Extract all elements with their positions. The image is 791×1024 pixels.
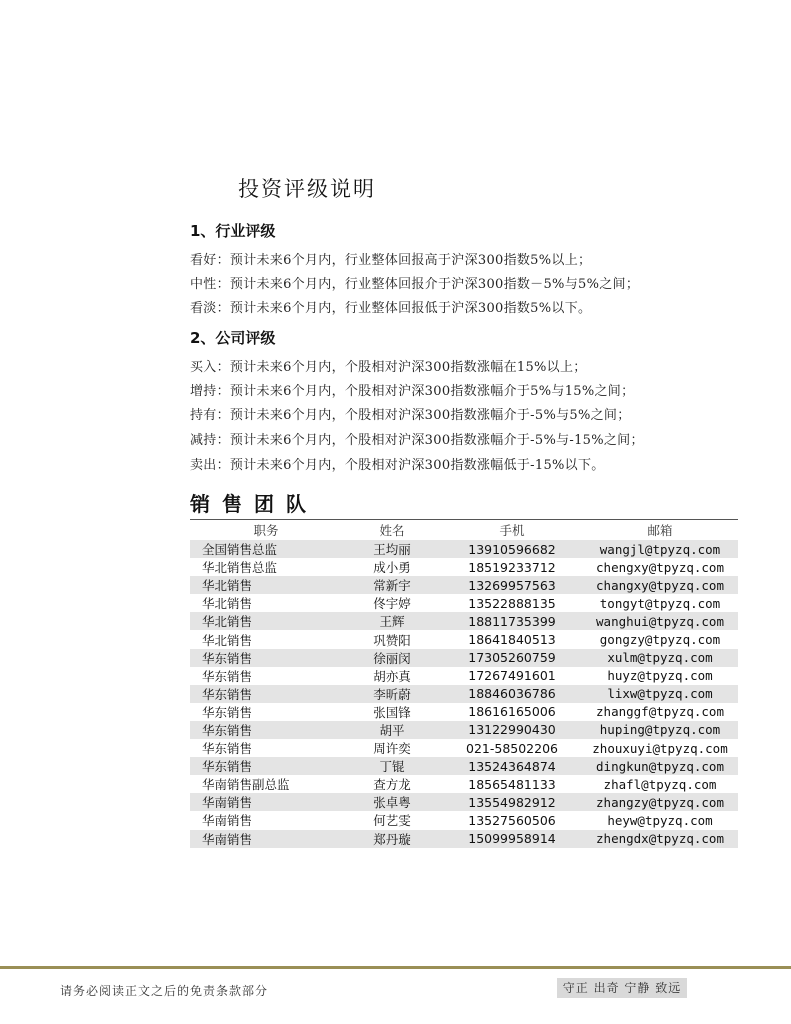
header-phone: 手机: [499, 523, 525, 538]
cell-role: 华北销售: [202, 632, 253, 648]
company-rating-line: 持有：预计未来6个月内，个股相对沪深300指数涨幅介于-5%与5%之间；: [190, 408, 631, 423]
cell-email: tongyt@tpyzq.com: [599, 595, 721, 611]
cell-email: zhouxuyi@tpyzq.com: [592, 740, 728, 756]
cell-role: 华东销售: [190, 685, 342, 703]
cell-email: huyz@tpyzq.com: [607, 668, 713, 684]
cell-name: 巩赞阳: [373, 632, 411, 648]
cell-role: 华东销售: [190, 721, 342, 739]
cell-email: zhanggf@tpyzq.com: [596, 704, 724, 720]
cell-role: 华东销售: [190, 757, 342, 775]
industry-rating-heading: 1、行业评级: [190, 222, 276, 240]
cell-name: 丁锟: [342, 757, 442, 775]
cell-email: xulm@tpyzq.com: [582, 649, 738, 667]
cell-email: wangjl@tpyzq.com: [582, 540, 738, 558]
cell-name: 佟宇婷: [373, 596, 411, 612]
cell-email: chengxy@tpyzq.com: [596, 559, 724, 575]
cell-role: 华南销售副总监: [202, 777, 290, 793]
cell-role: 华北销售: [190, 576, 342, 594]
cell-name: 何艺雯: [373, 813, 411, 829]
cell-email: wanghui@tpyzq.com: [582, 612, 738, 630]
cell-email: changxy@tpyzq.com: [582, 576, 738, 594]
table-row: [190, 775, 738, 793]
cell-role: 华南销售: [190, 830, 342, 848]
cell-phone: 18519233712: [468, 559, 556, 575]
cell-email: zhangzy@tpyzq.com: [582, 793, 738, 811]
cell-phone: 13554982912: [442, 793, 582, 811]
cell-email: huping@tpyzq.com: [582, 721, 738, 739]
table-row: [190, 649, 738, 667]
table-row: [190, 558, 738, 576]
footer-disclaimer: 请务必阅读正文之后的免责条款部分: [60, 984, 269, 998]
table-row: [190, 739, 738, 757]
cell-phone: 17305260759: [442, 649, 582, 667]
table-row: [190, 685, 738, 703]
table-row: [190, 757, 738, 775]
cell-email: gongzy@tpyzq.com: [599, 632, 721, 648]
header-name: 姓名: [379, 523, 405, 538]
table-row: [190, 667, 738, 685]
company-rating-heading: 2、公司评级: [190, 329, 276, 347]
company-rating-line: 卖出：预计未来6个月内，个股相对沪深300指数涨幅低于-15%以下。: [190, 458, 605, 473]
cell-phone: 13527560506: [468, 812, 556, 828]
cell-name: 查方龙: [373, 777, 411, 793]
cell-email: lixw@tpyzq.com: [582, 685, 738, 703]
cell-phone: 18846036786: [442, 685, 582, 703]
header-role: 职务: [253, 523, 279, 538]
cell-name: 常新宇: [342, 576, 442, 594]
cell-email: heyw@tpyzq.com: [607, 812, 713, 828]
cell-name: 郑丹璇: [342, 830, 442, 848]
cell-role: 全国销售总监: [190, 540, 342, 558]
cell-name: 成小勇: [373, 560, 411, 576]
cell-phone: 13524364874: [442, 757, 582, 775]
page-title: 投资评级说明: [238, 177, 376, 201]
company-rating-line: 减持：预计未来6个月内，个股相对沪深300指数涨幅介于-5%与-15%之间；: [190, 433, 644, 448]
table-row: [190, 721, 738, 739]
industry-rating-line: 看淡：预计未来6个月内，行业整体回报低于沪深300指数5%以下。: [190, 301, 592, 316]
cell-phone: 18616165006: [468, 704, 556, 720]
cell-name: 胡平: [342, 721, 442, 739]
cell-role: 华东销售: [202, 704, 253, 720]
footer-slogan: 守正 出奇 宁静 致远: [557, 978, 687, 998]
cell-phone: 021-58502206: [466, 740, 558, 756]
table-row: [190, 630, 738, 648]
cell-role: 华东销售: [190, 649, 342, 667]
table-row: [190, 594, 738, 612]
cell-phone: 18641840513: [468, 632, 556, 648]
table-row: [190, 703, 738, 721]
company-rating-line: 增持：预计未来6个月内，个股相对沪深300指数涨幅介于5%与15%之间；: [190, 384, 635, 399]
cell-phone: 13910596682: [442, 540, 582, 558]
cell-role: 华北销售: [202, 596, 253, 612]
cell-role: 华南销售: [190, 793, 342, 811]
company-rating-line: 买入：预计未来6个月内，个股相对沪深300指数涨幅在15%以上；: [190, 360, 587, 375]
sales-team-title: 销售团队: [190, 492, 318, 516]
cell-role: 华东销售: [202, 668, 253, 684]
table-row: [190, 793, 738, 811]
table-row: [190, 612, 738, 630]
industry-rating-line: 看好：预计未来6个月内，行业整体回报高于沪深300指数5%以上；: [190, 253, 592, 268]
cell-role: 华南销售: [202, 813, 253, 829]
cell-role: 华东销售: [202, 741, 253, 757]
industry-rating-line: 中性：预计未来6个月内，行业整体回报介于沪深300指数－5%与5%之间；: [190, 277, 640, 292]
cell-phone: 13269957563: [442, 576, 582, 594]
cell-phone: 13122990430: [442, 721, 582, 739]
cell-name: 周许奕: [373, 741, 411, 757]
header-email: 邮箱: [647, 523, 673, 538]
cell-name: 李昕蔚: [342, 685, 442, 703]
table-row: [190, 540, 738, 558]
cell-name: 张卓粤: [342, 793, 442, 811]
cell-name: 张国锋: [373, 704, 411, 720]
cell-role: 华北销售: [190, 612, 342, 630]
sales-team-table: [190, 519, 738, 848]
footer-rule: [0, 966, 791, 969]
cell-phone: 17267491601: [468, 668, 556, 684]
cell-email: dingkun@tpyzq.com: [582, 757, 738, 775]
cell-phone: 15099958914: [442, 830, 582, 848]
table-header-row: [190, 520, 738, 541]
cell-name: 王均丽: [342, 540, 442, 558]
cell-email: zhafl@tpyzq.com: [603, 776, 717, 792]
cell-email: zhengdx@tpyzq.com: [582, 830, 738, 848]
cell-phone: 18811735399: [442, 612, 582, 630]
table-row: [190, 576, 738, 594]
table-row: [190, 830, 738, 848]
cell-role: 华北销售总监: [202, 560, 278, 576]
cell-name: 王辉: [342, 612, 442, 630]
table-row: [190, 811, 738, 829]
cell-phone: 18565481133: [468, 776, 556, 792]
cell-phone: 13522888135: [468, 595, 556, 611]
cell-name: 徐丽闵: [342, 649, 442, 667]
cell-name: 胡亦真: [373, 668, 411, 684]
